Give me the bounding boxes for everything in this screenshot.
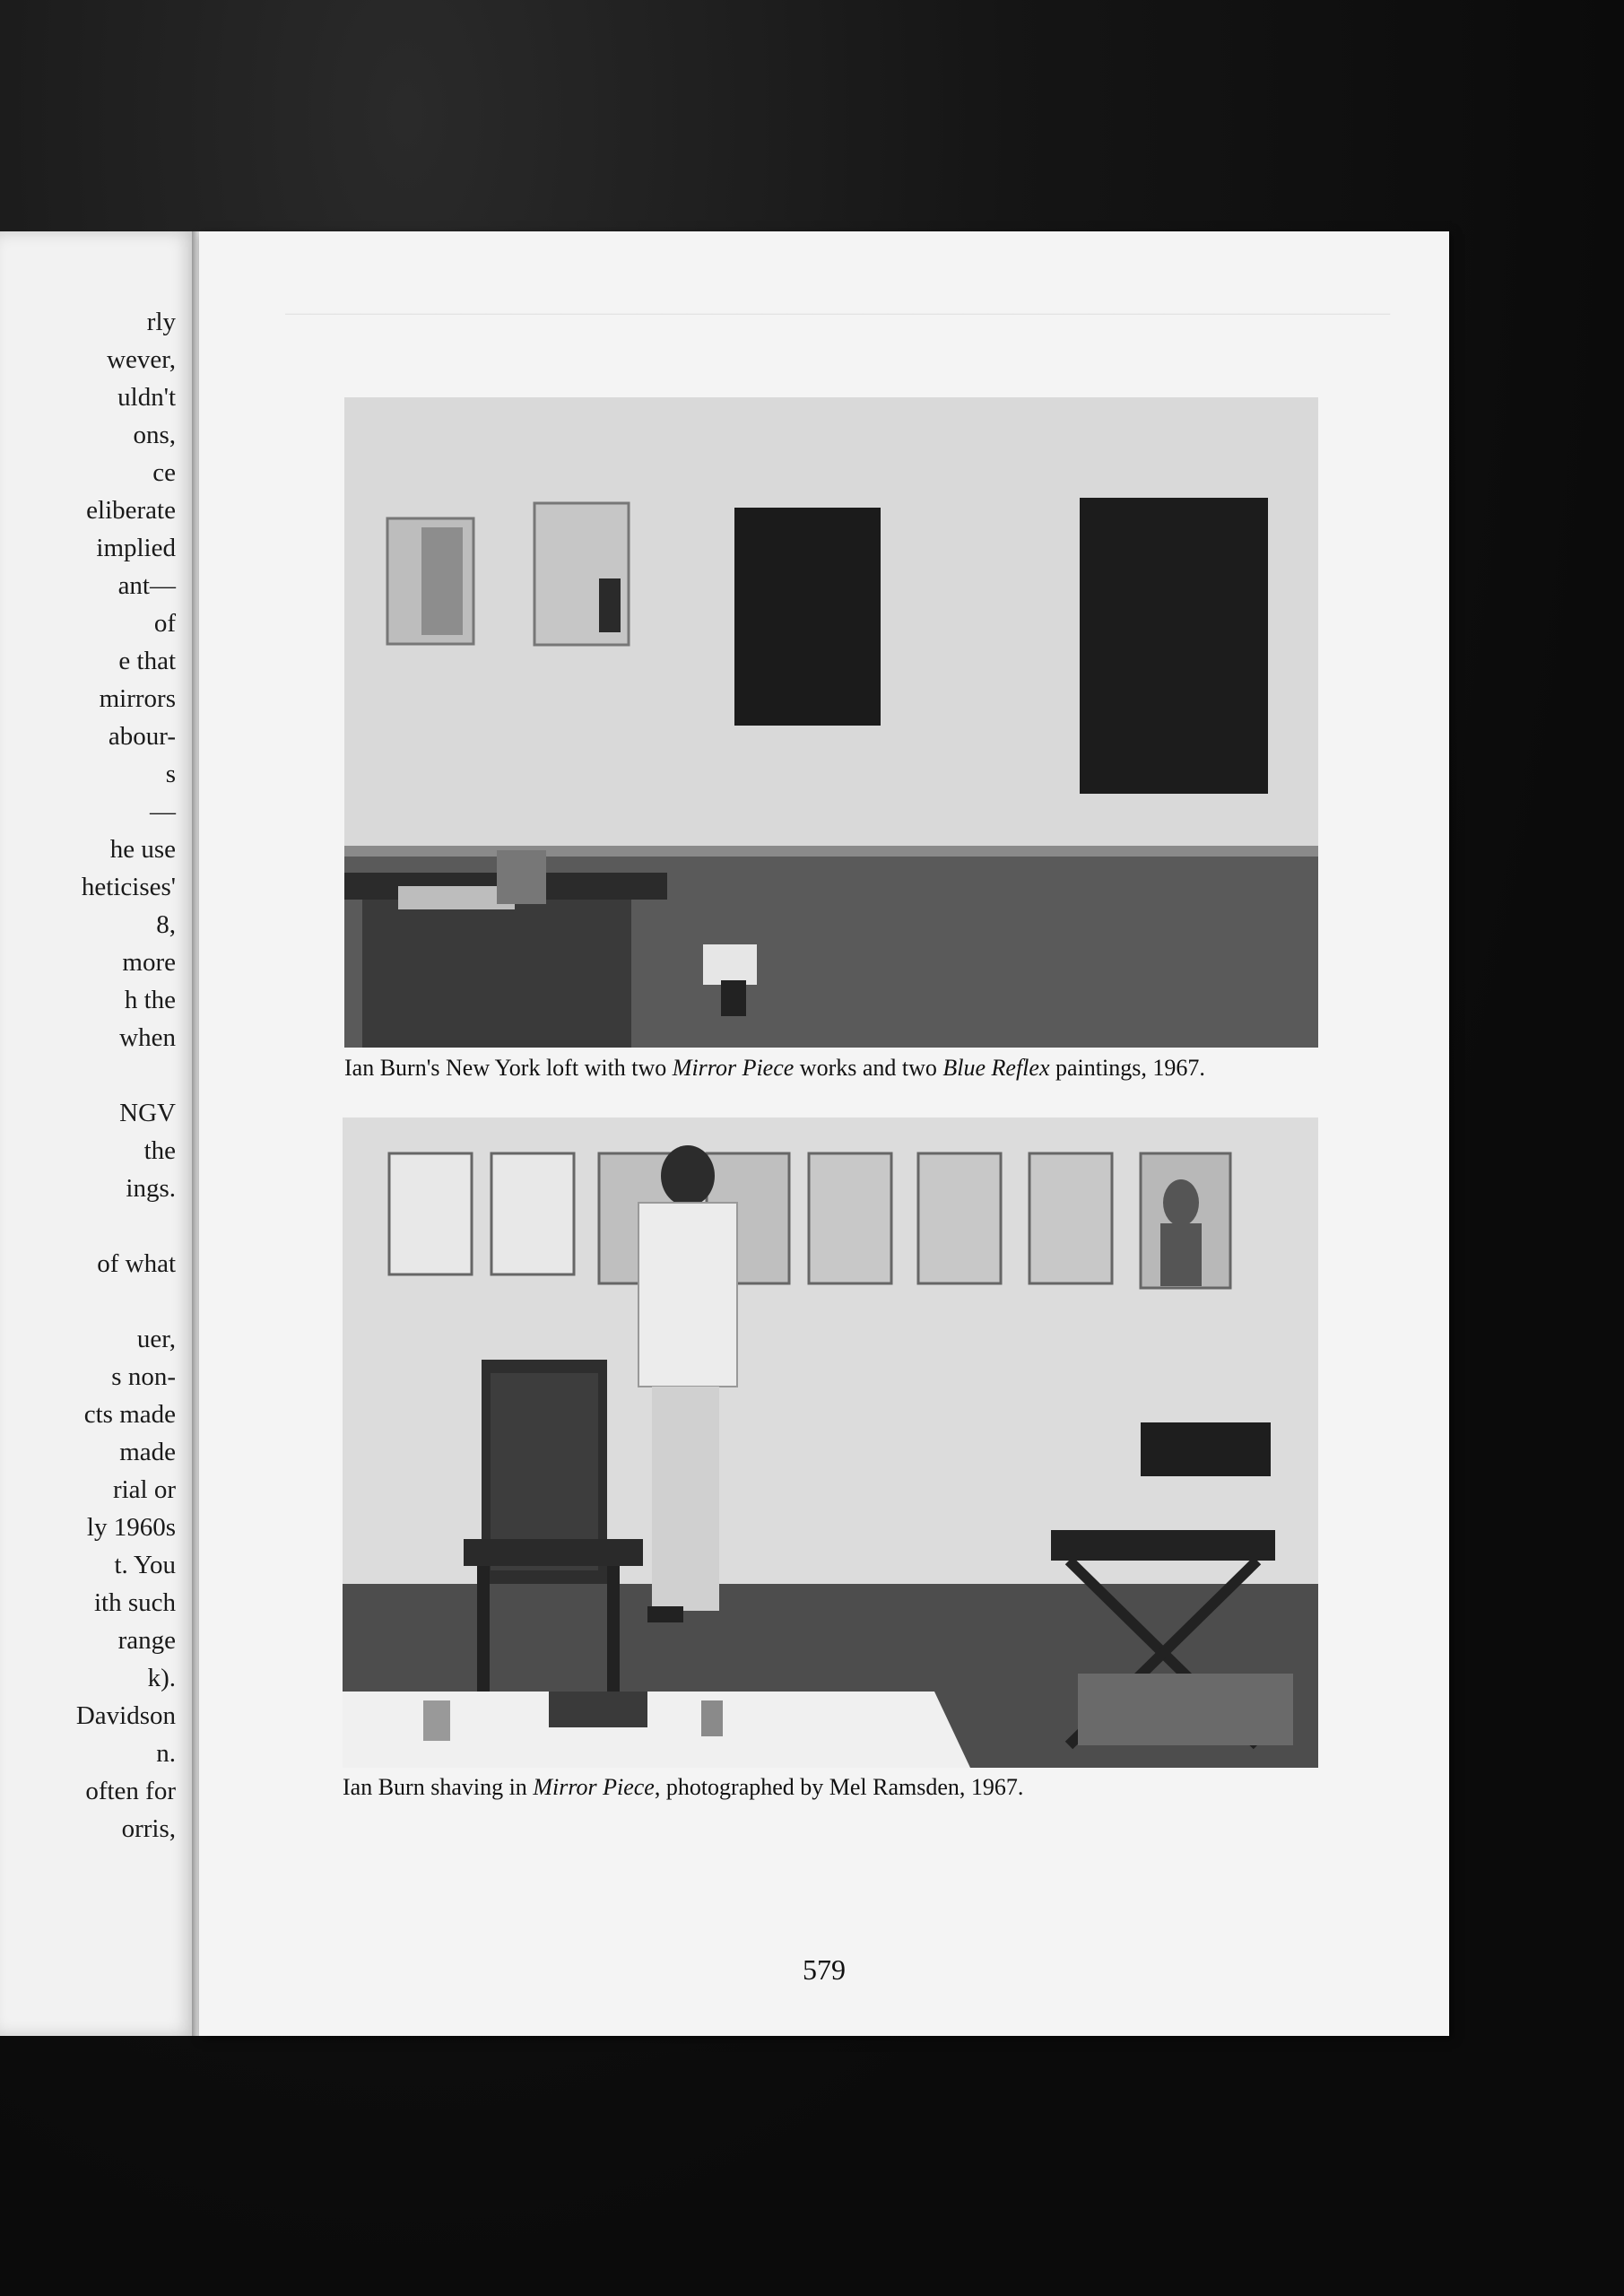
- figure1-caption: Ian Burn's New York loft with two Mirror Piece works and two Blue Reflex paintings, 1967.: [344, 1055, 1205, 1081]
- left-page-line: ce: [152, 458, 176, 487]
- left-page-line: rly: [146, 308, 176, 336]
- bleed-through-texture: ————————————————————————————————————————————: [285, 299, 1390, 326]
- left-page-line: of: [153, 609, 176, 638]
- left-page-line: s non-: [111, 1362, 176, 1391]
- left-page-line: e that: [118, 647, 176, 675]
- left-page-line: he use: [109, 835, 176, 864]
- right-page: [199, 231, 1449, 2036]
- left-page-line: k).: [147, 1664, 176, 1692]
- left-page-line: when: [119, 1023, 176, 1052]
- left-page-line: of what: [97, 1249, 176, 1278]
- left-page-line: more: [122, 948, 176, 977]
- left-page-line: range: [117, 1626, 176, 1655]
- left-page-line: heticises': [81, 873, 176, 901]
- left-page-text: [0, 303, 176, 1848]
- left-page-line: Davidson: [75, 1701, 176, 1730]
- left-page-line: orris,: [121, 1814, 176, 1843]
- left-page-line: rial or: [112, 1475, 176, 1504]
- left-page-line: wever,: [107, 345, 176, 374]
- left-page-line: abour-: [108, 722, 176, 751]
- left-page-line: 8,: [156, 910, 176, 939]
- left-page-line: [0, 1057, 176, 1094]
- left-page-line: mirrors: [99, 684, 176, 713]
- left-page-line: often for: [85, 1777, 176, 1805]
- left-page: [0, 231, 195, 2036]
- shaving-photo: [343, 1118, 1318, 1768]
- left-page-line: implied: [96, 534, 176, 562]
- left-page-line: t. You: [114, 1551, 176, 1579]
- left-page-line: s: [165, 760, 176, 788]
- left-page-line: [0, 1283, 176, 1320]
- page-number: 579: [803, 1953, 846, 1986]
- figure2-caption: Ian Burn shaving in Mirror Piece, photographed by Mel Ramsden, 1967.: [343, 1774, 1024, 1800]
- left-page-line: uer,: [136, 1325, 176, 1353]
- left-page-line: ly 1960s: [86, 1513, 176, 1542]
- left-page-line: ant—: [117, 571, 176, 600]
- loft-photo: [344, 397, 1318, 1048]
- left-page-line: cts made: [83, 1400, 176, 1429]
- left-page-line: n.: [156, 1739, 176, 1768]
- left-page-line: the: [143, 1136, 176, 1165]
- left-page-line: ith such: [93, 1588, 176, 1617]
- left-page-line: ons,: [133, 421, 176, 449]
- left-page-line: [0, 1207, 176, 1245]
- left-page-line: uldn't: [117, 383, 176, 412]
- left-page-line: ings.: [126, 1174, 176, 1203]
- left-page-line: eliberate: [86, 496, 176, 525]
- left-page-line: made: [119, 1438, 176, 1466]
- left-page-line: —: [150, 797, 176, 826]
- left-page-line: NGV: [119, 1099, 176, 1127]
- left-page-line: h the: [124, 986, 176, 1014]
